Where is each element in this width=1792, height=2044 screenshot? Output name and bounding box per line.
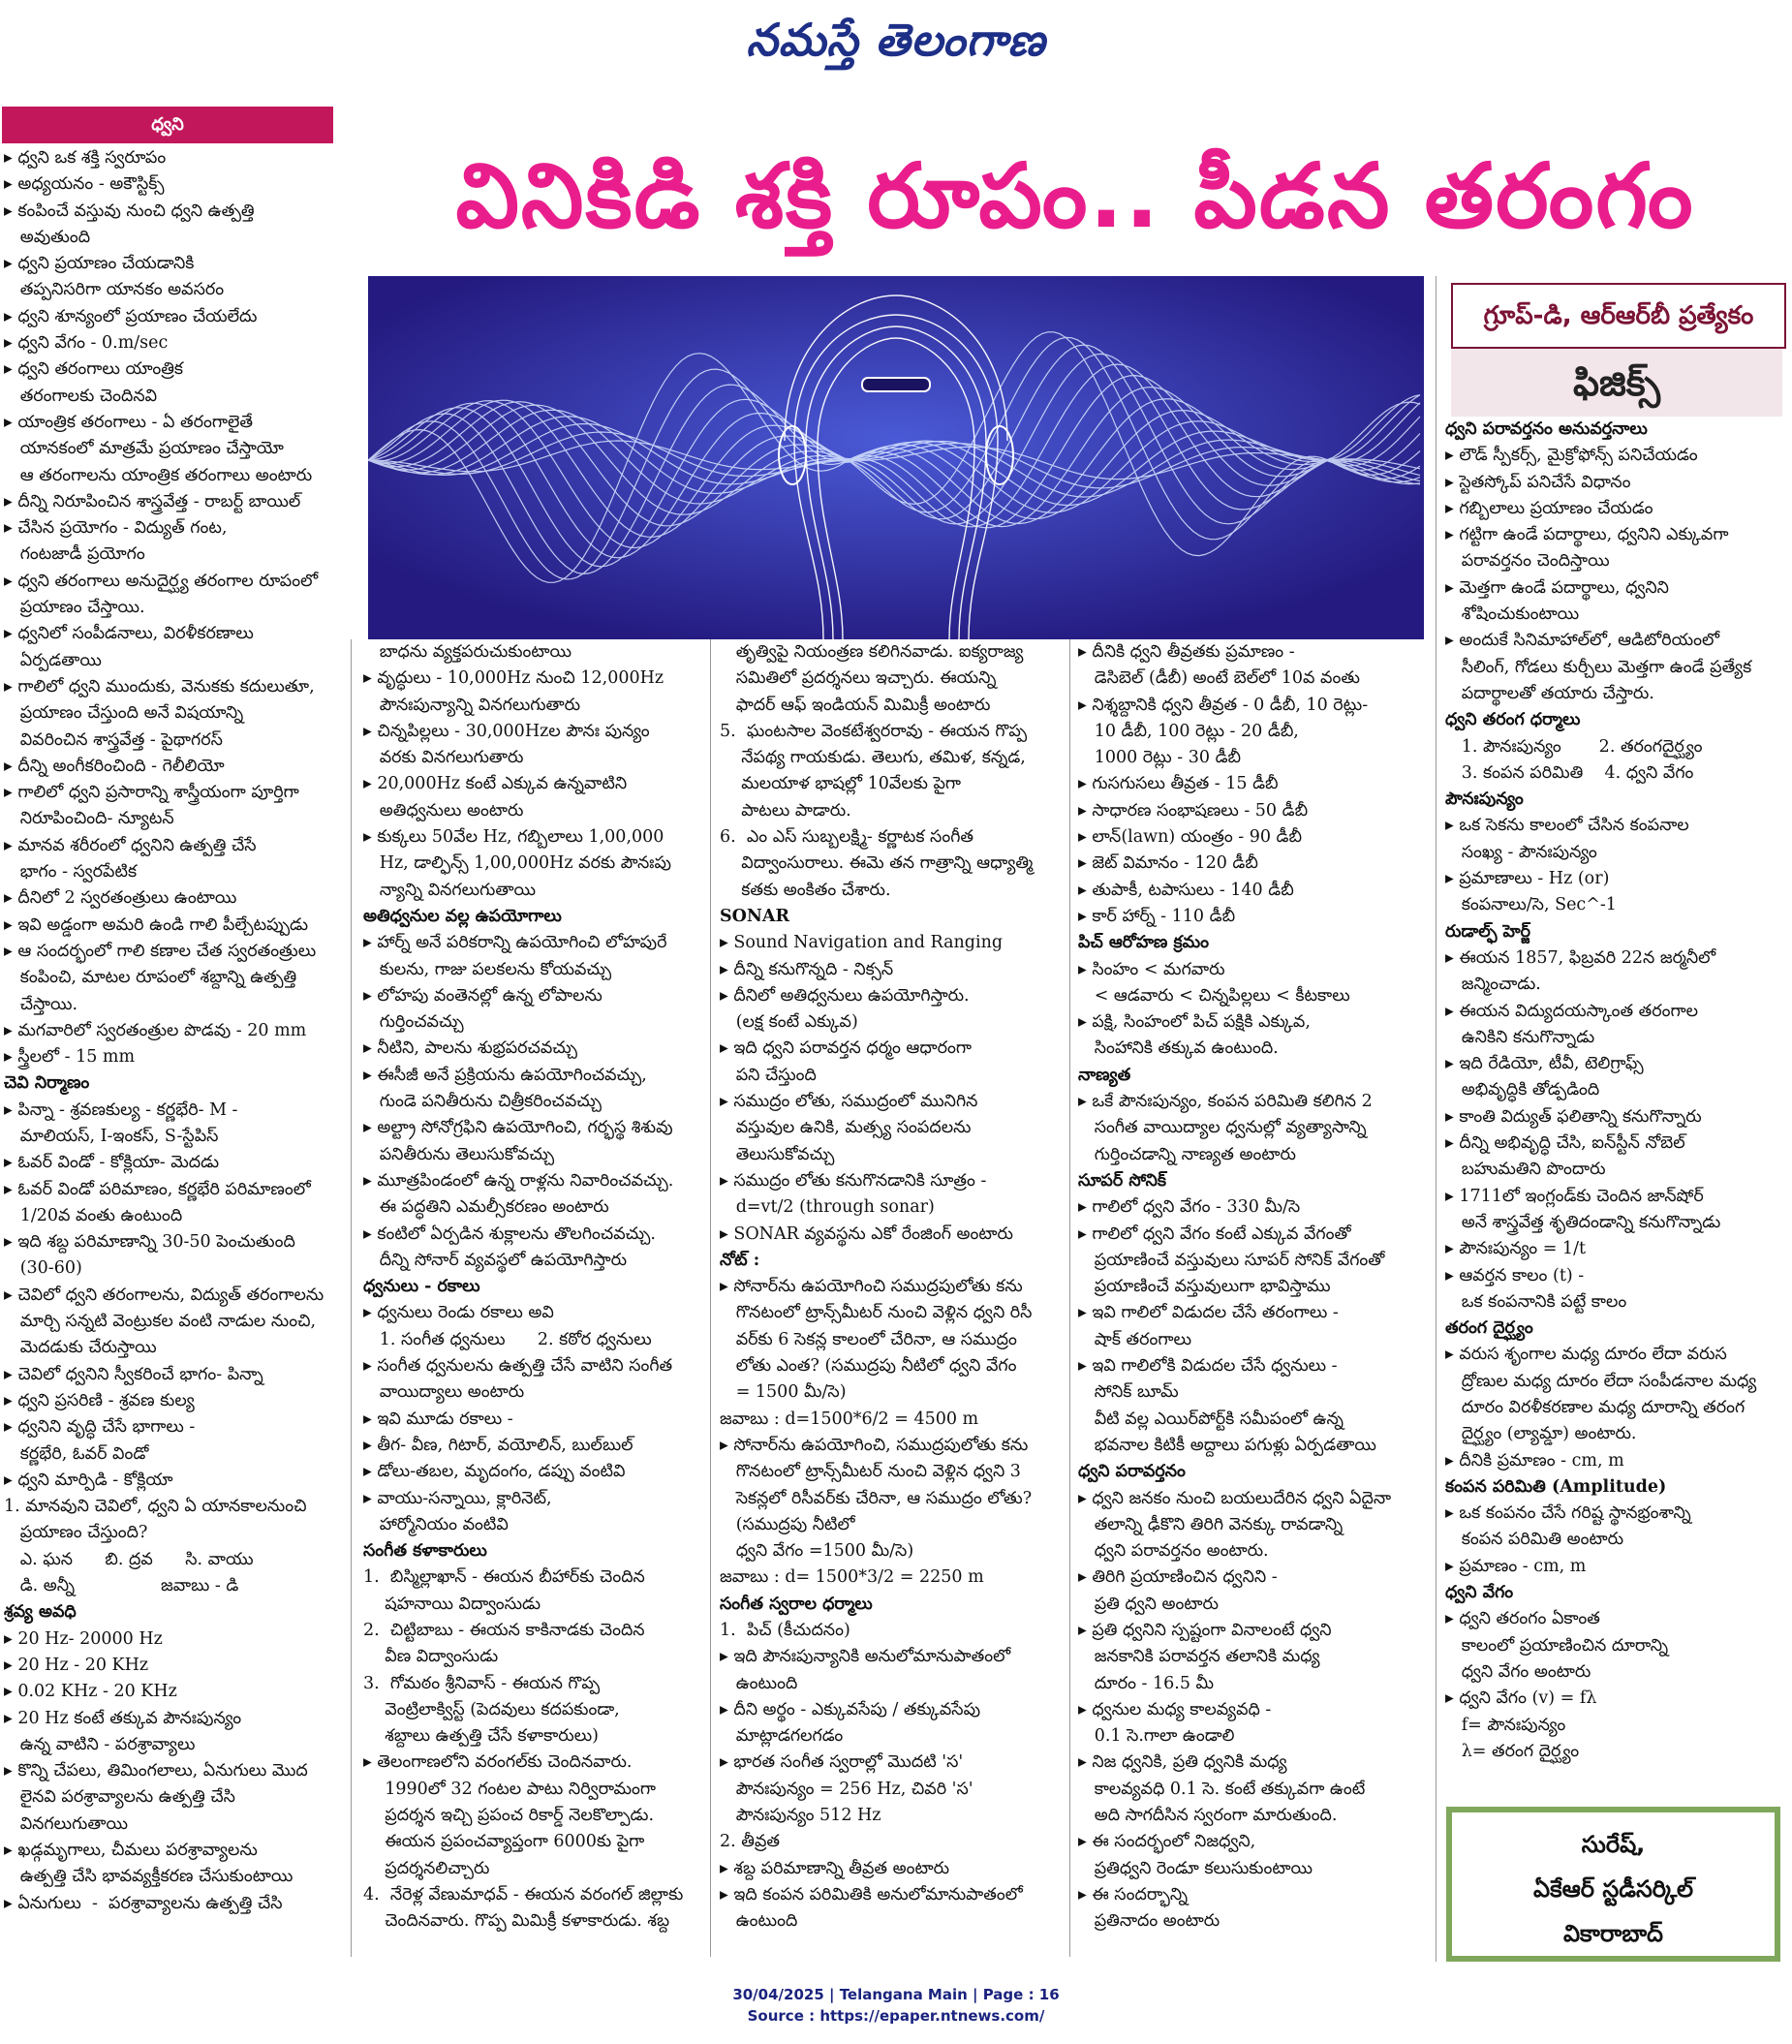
article-line: ▸ ఈయన 1857, ఫిబ్రవరి 22న జర్మనీలో (1445, 947, 1716, 968)
article-line: ఎ. ఘన బి. ద్రవ సి. వాయు (4, 1549, 254, 1569)
article-line: ▸ ఇది రేడియో, టీవీ, టెలిగ్రాఫ్స్ (1445, 1054, 1644, 1074)
section-subheading: ధ్వనులు - రకాలు (363, 1277, 480, 1297)
section-subheading: కంపన పరిమితి (Amplitude) (1445, 1476, 1667, 1497)
article-line: ▸ ఇది పౌనఃపున్యానికి అనులోమానుపాతంలో (720, 1647, 1011, 1667)
article-line: ▸ 20 Hz కంటే తక్కువ పౌనఃపున్యం (4, 1708, 242, 1728)
article-line: మాట్లాడగలగడం (720, 1726, 844, 1747)
article-line: జన్మించాడు. (1445, 975, 1541, 995)
article-line: ▸ దీన్ని కనుగొన్నది - నిక్సన్ (720, 959, 894, 979)
sound-wave-art (368, 276, 1424, 639)
article-line: మాలియస్, I-ఇంకస్, S-స్టేపిస్ (4, 1126, 219, 1146)
article-line: ▸ సముద్రం లోతు, సముద్రంలో మునిగిన (720, 1092, 978, 1112)
article-line: 3. గోమఠం శ్రీనివాస్ - ఈయన గొప్ప (363, 1673, 601, 1693)
article-line: డెసిబెల్ (డీబీ) అంటే బెల్‌లో 10వ వంతు (1078, 668, 1360, 689)
article-line: అభివృద్ధికి తోడ్పడింది (1445, 1080, 1600, 1100)
article-line: ▸ డోలు-తబల, మృదంగం, డప్పు వంటివి (363, 1462, 626, 1482)
article-line: ▸ కుక్కలు 50వేల Hz, గబ్బిలాలు 1,00,000 (363, 827, 664, 848)
article-line: అవుతుంది (4, 227, 91, 247)
article-line: తెలుసుకోవచ్చు (720, 1144, 835, 1164)
article-line: ఉన్న వాటిని - పరశ్రావ్యాలు (4, 1734, 196, 1754)
article-line: ▸ ధ్వనిని వృద్ధి చేసే భాగాలు - (4, 1417, 196, 1438)
article-line: కులను, గాజు పలకలను కోయవచ్చు (363, 959, 612, 979)
article-line: ▸ ఒక సెకను కాలంలో చేసిన కంపనాల (1445, 816, 1689, 836)
article-line: ▸ చేసిన ప్రయోగం - విద్యుత్ గంట, (4, 518, 228, 539)
article-line: ▸ ఈయన విద్యుదయస్కాంత తరంగాల (1445, 1001, 1699, 1021)
article-line: ▸ సోనార్‌ను ఉపయోగించి సముద్రపులోతు కను (720, 1277, 1023, 1297)
article-line: ▸ ధ్వనుల మధ్య కాలవ్యవధి - (1078, 1699, 1272, 1719)
article-line: ▸ సాధారణ సంభాషణలు - 50 డీబీ (1078, 800, 1309, 821)
article-line: ▸ స్టెతస్కోప్ పనిచేసే విధానం (1445, 472, 1631, 492)
article-line: ▸ గబ్బిలాలు ప్రయాణం చేయడం (1445, 498, 1653, 518)
column-divider (710, 639, 711, 1957)
article-line: బహుమతిని పొందారు (1445, 1160, 1606, 1180)
article-line: 0.1 సె.గాలా ఉండాలి (1078, 1726, 1235, 1747)
article-line: ▸ ధ్వని వేగం (v) = fλ (1445, 1688, 1597, 1709)
article-line: ధ్వని వేగం =1500 మీ/సె) (720, 1541, 914, 1562)
article-line: ▸ దీనిలో 2 స్వరతంత్రులు ఉంటాయి (4, 888, 237, 909)
article-line: మెదడుకు చేరుస్తాయి (4, 1338, 157, 1358)
article-line: ప్రయాణించే వస్తువులుగా భావిస్తాము (1078, 1277, 1331, 1297)
article-line: ఒక కంపనానికి పట్టే కాలం (1445, 1291, 1627, 1312)
article-line: ▸ ఈసీజీ అనే ప్రక్రియను ఉపయోగించవచ్చు, (363, 1065, 647, 1085)
article-line: ▸ ధ్వని శూన్యంలో ప్రయాణం చేయలేదు (4, 306, 258, 326)
column-divider (1069, 639, 1070, 1957)
article-line: ▸ ధ్వని తరంగం ఏకాంత (1445, 1609, 1600, 1629)
section-subheading: చెవి నిర్మాణం (4, 1073, 90, 1094)
article-line: సంఖ్య - పౌనఃపున్యం (1445, 842, 1597, 862)
article-line: ▸ దీనిలో అతిధ్వనులు ఉపయోగిస్తారు. (720, 985, 970, 1006)
article-line: జవాబు : d= 1500*3/2 = 2250 m (720, 1567, 984, 1588)
article-line: 2. తీవ్రత (720, 1832, 781, 1852)
article-line: 5. ఘంటసాల వెంకటేశ్వరరావు - ఈయన గొప్ప (720, 721, 1028, 741)
article-line: ▸ మెత్తగా ఉండే పదార్థాలు, ధ్వనిని (1445, 577, 1669, 598)
article-line: దూరం విరళీకరణాల మధ్య దూరాన్ని తరంగ (1445, 1397, 1746, 1417)
article-line: ▸ ఏనుగులు - పరశ్రావ్యాలను ఉత్పత్తి చేసి (4, 1893, 283, 1913)
article-line: λ= తరంగ దైర్ఘ్యం (1445, 1741, 1580, 1761)
article-line: జవాబు : d=1500*6/2 = 4500 m (720, 1409, 979, 1429)
section-subheading: నాణ్యత (1078, 1065, 1131, 1085)
author-name: సురేష్, (1581, 1831, 1646, 1858)
article-line: వస్తువుల ఉనికి, మత్స్య సంపదలను (720, 1118, 972, 1138)
article-line: ▸ ధ్వనిలో సంపీడనాలు, విరళీకరణాలు (4, 624, 254, 644)
article-line: ▸ ఇవి గాలిలోకి విడుదల చేసే ధ్వనులు - (1078, 1356, 1338, 1377)
article-line: సమితిలో ప్రదర్శనలు ఇచ్చారు. ఈయన్ని (720, 668, 997, 689)
article-line: సోనిక్ బూమ్ (1078, 1382, 1179, 1403)
column-divider (351, 639, 352, 1957)
article-line: ▸ ధ్వని ఒక శక్తి స్వరూపం (4, 148, 167, 168)
article-line: పాటలు పాడారు. (720, 800, 851, 821)
article-line: ▸ ఒక కంపనం చేసే గరిష్ట స్థానభ్రంశాన్ని (1445, 1503, 1691, 1524)
article-line: ▸ తీగ- వీణ, గిటార్, వయోలిన్, బుల్‌బుల్ (363, 1435, 633, 1455)
article-line: శోషించుకుంటాయి (1445, 604, 1580, 625)
section-subheading: సంగీత కళాకారులు (363, 1541, 487, 1562)
article-line: గుర్తించవచ్చు (363, 1012, 464, 1033)
article-line: చేస్తాయి. (4, 994, 78, 1014)
article-line: ▸ ధ్వని తరంగాలు యాంత్రిక (4, 359, 184, 380)
article-line: ▸ ఓవర్ విండో - కోక్లియా- మెదడు (4, 1153, 220, 1173)
masthead (0, 0, 1792, 87)
page-footer (0, 1984, 1792, 2027)
article-line: 1/20వ వంతు ఉంటుంది (4, 1205, 183, 1225)
article-line: ▸ గాలిలో ధ్వని వేగం కంటే ఎక్కువ వేగంతో (1078, 1223, 1351, 1244)
article-line: ▸ కాంతి విద్యుత్ ఫలితాన్ని కనుగొన్నారు (1445, 1106, 1702, 1127)
article-line: లైనవి పరశ్రావ్యాలను ఉత్పత్తి చేసి (4, 1787, 235, 1808)
article-line: < ఆడవారు < చిన్నపిల్లలు < కీటకాలు (1078, 985, 1350, 1006)
article-line: కాలంలో ప్రయాణించిన దూరాన్ని (1445, 1635, 1669, 1656)
article-line: కంపన పరిమితి అంటారు (1445, 1530, 1624, 1550)
section-subheading: నోట్ : (720, 1250, 760, 1270)
article-line: ▸ సింహం < మగవారు (1078, 959, 1225, 979)
article-line: ▸ దీన్ని అంగీకరించింది - గెలీలియో (4, 756, 225, 776)
article-line: (30-60) (4, 1258, 82, 1279)
article-line: న్యాన్ని వినగలుగుతాయి (363, 880, 536, 900)
article-line: ▸ దీన్ని అభివృద్ధి చేసి, ఐన్‌స్టీన్ నోబెల్ (1445, 1133, 1685, 1154)
article-line: ▸ తెలంగాణలోని వరంగల్‌కు చెందినవారు. (363, 1752, 633, 1773)
article-line: 2. చిట్టిబాబు - ఈయన కాకినాడకు చెందిన (363, 1620, 645, 1640)
article-line: ఉత్పత్తి చేసి భావవ్యక్తీకరణ చేసుకుంటాయి (4, 1867, 294, 1887)
section-subheading: ధ్వని పరావర్తనం (1078, 1462, 1186, 1482)
article-line: ▸ చెవిలో ధ్వని తరంగాలను, విద్యుత్ తరంగాలను (4, 1285, 324, 1305)
article-line: Hz, డాల్ఫిన్స్ 1,00,000Hz వరకు పౌనఃపు (363, 853, 671, 874)
article-line: ఉనికిని కనుగొన్నాడు (1445, 1027, 1595, 1047)
author-byline (1446, 1807, 1780, 1962)
article-line: తరంగాలకు చెందినవి (4, 386, 158, 406)
article-line: 1. పౌనఃపున్యం 2. తరంగదైర్ఘ్యం (1445, 736, 1703, 757)
article-line: ▸ సంగీత ధ్వనులను ఉత్పత్తి చేసే వాటిని సంగీత (363, 1356, 673, 1377)
article-column-4 (1078, 639, 1424, 1957)
article-line: ఏర్పడతాయి (4, 650, 102, 670)
article-line: ▸ మానవ శరీరంలో ధ్వనిని ఉత్పత్తి చేసే (4, 835, 257, 855)
article-line: అది సాగదీసిన స్వరంగా మారుతుంది. (1078, 1806, 1338, 1826)
article-line: ▸ ధ్వని ప్రయాణం చేయడానికి (4, 254, 195, 274)
article-line: f= పౌనఃపున్యం (1445, 1715, 1566, 1735)
article-line: గంటజాడీ ప్రయోగం (4, 544, 145, 565)
article-line: ▸ 1711లో ఇంగ్లండ్‌కు చెందిన జాన్‌షోర్ (1445, 1186, 1704, 1206)
article-line: ▸ లోహపు వంతెనల్లో ఉన్న లోపాలను (363, 985, 602, 1006)
article-line: వాయిద్యాలు అంటారు (363, 1382, 525, 1403)
article-line: భాగం - స్వరపేటిక (4, 862, 138, 883)
article-column-5 (1445, 417, 1782, 1782)
article-line: కాలవ్యవధి 0.1 సె. కంటే తక్కువగా ఉంటే (1078, 1779, 1366, 1799)
article-line: (లక్ష కంటే ఎక్కువ) (720, 1012, 858, 1033)
section-subheading: శ్రవ్య అవధి (4, 1602, 77, 1623)
article-line: ▸ అధ్యయనం - అకౌస్టిక్స్ (4, 174, 165, 195)
headline: వినికిడి శక్తి రూపం.. పీడన తరంగం (455, 144, 1695, 248)
article-line: ▸ గట్టిగా ఉండే పదార్థాలు, ధ్వనిని ఎక్కువగా (1445, 525, 1729, 545)
article-line: ధ్వని వేగం అంటారు (1445, 1661, 1591, 1682)
article-line: అనే శాస్త్రవేత్త శృతిదండాన్ని కనుగొన్నాడు (1445, 1212, 1721, 1232)
article-line: 1. పిచ్ (కీచుదనం) (720, 1620, 850, 1640)
article-line: ▸ ఒకే పౌనఃపున్యం, కంపన పరిమితి కలిగిన 2 (1078, 1092, 1373, 1112)
section-subheading: సూపర్ సోనిక్ (1078, 1170, 1167, 1191)
article-line: ఈయన ప్రపంచవ్యాప్తంగా 6000కు పైగా (363, 1832, 645, 1852)
article-line: షాక్ తరంగాలు (1078, 1329, 1191, 1349)
masthead-logo-text: నమస్తే తెలంగాణ (746, 14, 1046, 66)
article-line: వీణ విద్వాంసుడు (363, 1647, 499, 1667)
article-line: 1. సంగీత ధ్వనులు 2. కఠోర ధ్వనులు (363, 1329, 652, 1349)
exam-tag: గ్రూప్-డి, ఆర్ఆర్‌బీ ప్రత్యేకం (1451, 283, 1786, 349)
article-line: ▸ ప్రమాణం - cm, m (1445, 1556, 1587, 1576)
article-line: వెంట్రిలాక్విస్ట్ (పెదవులు కదపకుండా, (363, 1699, 620, 1719)
article-line: ▸ తుపాకీ, టపాసులు - 140 డీబీ (1078, 880, 1294, 900)
article-line: ఫాదర్ ఆఫ్ ఇండియన్ మిమిక్రీ అంటారు (720, 695, 991, 715)
article-line: గొనటంలో ట్రాన్స్‌మీటర్ నుంచి వెళ్లిన ధ్వని 3 (720, 1462, 1021, 1482)
article-line: ▸ అందుకే సినిమాహాల్‌లో, ఆడిటోరియంలో (1445, 631, 1719, 651)
article-line: తలాన్ని ఢీకొని తిరిగి వెనక్కు రావడాన్ని (1078, 1514, 1344, 1534)
article-line: యానకంలో మాత్రమే ప్రయాణం చేస్తాయో (4, 439, 284, 459)
article-line: లోతు ఎంత? (సముద్రపు నీటిలో ధ్వని వేగం (720, 1356, 1017, 1377)
article-line: ▸ పిన్నా - శ్రవణకుల్య - కర్ణభేరి- M - (4, 1099, 238, 1120)
article-line: ప్రతినాదం అంటారు (1078, 1911, 1220, 1932)
article-line: ఈ పద్ధతిని ఎమల్సీకరణం అంటారు (363, 1197, 609, 1218)
article-line: ప్రయాణం చేస్తుంది? (4, 1523, 148, 1543)
article-line: ▸ అల్ట్రా సోనోగ్రఫిని ఉపయోగించి, గర్భస్థ శిశువు (363, 1118, 673, 1138)
section-subheading: రుడాల్ఫ్ హెర్జ్ (1445, 921, 1530, 942)
article-line: ▸ లౌడ్ స్పీకర్స్, మైక్రోఫోన్స్ పనిచేయడం (1445, 446, 1698, 466)
article-line: 1000 రెట్లు - 30 డీబీ (1078, 748, 1242, 768)
article-line: మలయాళ భాషల్లో 10వేలకు పైగా (720, 774, 962, 794)
section-subheading: SONAR (720, 906, 789, 926)
article-line: ▸ పక్షి, సింహంలో పిచ్ పక్షికి ఎక్కువ, (1078, 1012, 1311, 1033)
article-line: ▸ దీనికి ప్రమాణం - cm, m (1445, 1450, 1624, 1471)
section-label: ధ్వని (2, 107, 333, 143)
article-line: ▸ ఇది ధ్వని పరావర్తన ధర్మం ఆధారంగా (720, 1038, 972, 1059)
article-line: తప్పనిసరిగా యానకం అవసరం (4, 280, 225, 300)
article-line: ఉంటుంది (720, 1673, 798, 1693)
article-line: పౌనఃపున్యాన్ని వినగలుగుతారు (363, 695, 581, 715)
article-line: ▸ ధ్వని తరంగాలు అనుదైర్ఘ్య తరంగాల రూపంలో (4, 571, 319, 591)
article-line: ▸ ఇది కంపన పరిమితికి అనులోమానుపాతంలో (720, 1884, 1023, 1905)
article-line: ▸ ఈ సందర్భంలో నిజధ్వని, (1078, 1832, 1256, 1852)
article-line: 1990లో 32 గంటల పాటు నిర్విరామంగా (363, 1779, 656, 1799)
article-line: నిరూపించింది- న్యూటన్ (4, 809, 174, 829)
article-line: చెందినవారు. గొప్ప మిమిక్రీ కళాకారుడు. శబ్ద (363, 1911, 670, 1932)
article-line: ▸ ఇవి గాలిలో విడుదల చేసే తరంగాలు - (1078, 1303, 1339, 1323)
section-subheading: ధ్వని పరావర్తనం అనువర్తనాలు (1445, 419, 1648, 439)
section-subheading: అతిధ్వనుల వల్ల ఉపయోగాలు (363, 906, 562, 926)
section-subheading: పిచ్ ఆరోహణ క్రమం (1078, 933, 1209, 953)
article-line: హార్మోనియం వంటివి (363, 1514, 509, 1534)
section-subheading: సంగీత స్వరాల ధర్మాలు (720, 1594, 873, 1614)
article-line: ▸ నిశ్శబ్దానికి ధ్వని తీవ్రత - 0 డీబీ, 10 రెట్లు- (1078, 695, 1369, 715)
article-line: తృత్విపై నియంత్రణ కలిగినవాడు. ఐక్యరాజ్య (720, 642, 1024, 662)
article-line: పదార్థాలతో తయారు చేస్తారు. (1445, 683, 1654, 703)
article-line: ▸ పౌనఃపున్యం = 1/t (1445, 1239, 1586, 1259)
article-line: (సముద్రపు నీటిలో (720, 1514, 855, 1534)
article-line: ▸ ధ్వనులు రెండు రకాలు అవి (363, 1303, 554, 1323)
article-column-1 (4, 145, 337, 1957)
article-line: d=vt/2 (through sonar) (720, 1197, 935, 1218)
article-line: ▸ తిరిగి ప్రయాణించిన ధ్వనిని - (1078, 1567, 1278, 1588)
article-line: విద్వాంసురాలు. ఈమె తన గాత్రాన్ని ఆధ్యాత్మి (720, 853, 1034, 874)
article-line: వర్‌కు 6 సెకన్ల కాలంలో చేరినా, ఆ సముద్రం (720, 1329, 1017, 1349)
article-line: మార్చి సన్నటి వెంట్రుకల వంటి నాడుల నుంచి, (4, 1312, 317, 1332)
article-line: ▸ కంపించే వస్తువు నుంచి ధ్వని ఉత్పత్తి (4, 201, 255, 221)
article-line: ▸ ధ్వని ప్రసరిణి - శ్రవణ కుల్య (4, 1390, 195, 1410)
article-line: కర్ణభేరి, ఓవర్ విండో (4, 1443, 149, 1464)
article-line: ▸ ప్రతి ధ్వనిని స్పష్టంగా వినాలంటే ధ్వని (1078, 1620, 1332, 1640)
article-line: ▸ ఆ సందర్భంలో గాలి కణాల చేత స్వరతంత్రులు (4, 941, 317, 961)
article-line: ▸ దీనికి ధ్వని తీవ్రతకు ప్రమాణం - (1078, 642, 1295, 662)
article-line: ▸ Sound Navigation and Ranging (720, 933, 1004, 953)
article-column-2 (363, 639, 700, 1957)
section-subheading: పౌనఃపున్యం (1445, 790, 1524, 810)
article-line: ▸ జెట్ విమానం - 120 డీబీ (1078, 853, 1258, 874)
article-column-3 (720, 639, 1061, 1957)
article-line: ఉంటుంది (720, 1911, 798, 1932)
article-line: భవనాల కిటికీ అద్దాలు పగుళ్లు ఏర్పడతాయి (1078, 1435, 1376, 1455)
article-line: దైర్ఘ్యం (ల్యామ్డా) అంటారు. (1445, 1424, 1637, 1444)
article-line: ▸ మూత్రపిండంలో ఉన్న రాళ్లను నివారించవచ్చు. (363, 1170, 674, 1191)
article-line: ▸ నీటిని, పాలను శుభ్రపరచవచ్చు (363, 1038, 577, 1059)
article-line: దీన్ని సోనార్ వ్యవస్థలో ఉపయోగిస్తారు (363, 1250, 628, 1270)
column-divider (1436, 276, 1437, 1962)
article-line: 1. మానవుని చెవిలో, ధ్వని ఏ యానకాలనుంచి (4, 1497, 307, 1517)
article-line: 1. బిస్మిల్లాఖాన్ - ఈయన బీహార్‌కు చెందిన (363, 1567, 645, 1588)
article-line: ▸ వాయు-సన్నాయి, క్లారినెట్, (363, 1488, 552, 1508)
article-line: ▸ చెవిలో ధ్వనిని స్వీకరించే భాగం- పిన్నా (4, 1364, 263, 1384)
article-line: 10 డీబీ, 100 రెట్లు - 20 డీబీ, (1078, 721, 1299, 741)
article-line: కంపించి, మాటల రూపంలో శబ్దాన్ని ఉత్పత్తి (4, 968, 297, 988)
article-line: సంగీత వాయిద్యాల ధ్వనుల్లో వ్యత్యాసాన్ని (1078, 1118, 1367, 1138)
article-line: ▸ గుసగుసలు తీవ్రత - 15 డీబీ (1078, 774, 1279, 794)
article-line: ▸ సోనార్‌ను ఉపయోగించి, సముద్రపులోతు కను (720, 1435, 1029, 1455)
article-line: ▸ కొన్ని చేపలు, తిమింగలాలు, ఏనుగులు మొద (4, 1761, 308, 1781)
section-subheading: ధ్వని తరంగ ధర్మాలు (1445, 710, 1581, 730)
section-subheading: ధ్వని వేగం (1445, 1583, 1514, 1603)
article-line: ▸ ప్రమాణాలు - Hz (or) (1445, 869, 1610, 889)
article-line: ▸ ఖడ్గమృగాలు, చీమలు పరశ్రావ్యాలను (4, 1841, 258, 1860)
article-line: ▸ దీన్ని నిరూపించిన శాస్త్రవేత్త - రాబర్ట్ బాయిల్ (4, 491, 301, 511)
article-line: ▸ 20 Hz - 20 KHz (4, 1655, 149, 1675)
article-line: వరకు వినగలుగుతారు (363, 748, 524, 768)
article-line: ▸ 20 Hz- 20000 Hz (4, 1628, 163, 1649)
article-line: బాధను వ్యక్తపరుచుకుంటాయి (363, 642, 572, 662)
article-line: పౌనఃపున్యం = 256 Hz, చివరి 'స' (720, 1779, 973, 1799)
author-institute: ఏకేఆర్ స్టడీసర్కిల్ (1533, 1875, 1693, 1903)
article-line: ▸ కంటిలో ఏర్పడిన శుక్లాలను తొలగించవచ్చు. (363, 1223, 656, 1244)
article-line: నేపథ్య గాయకుడు. తెలుగు, తమిళ, కన్నడ, (720, 748, 1026, 768)
article-line: డి. అన్నీ జవాబు - డి (4, 1576, 239, 1596)
headphones-sound-wave-illustration (368, 276, 1424, 639)
article-line: ప్రతి ధ్వని అంటారు (1078, 1594, 1219, 1614)
article-line: పరావర్తనం చెందిస్తాయి (1445, 551, 1610, 572)
article-line: ▸ గాలిలో ధ్వని ప్రసారాన్ని శాస్త్రీయంగా పూర్తిగా (4, 783, 299, 803)
article-line: గుర్తించడాన్ని నాణ్యత అంటారు (1078, 1144, 1296, 1164)
article-line: గొనటంలో ట్రాన్స్‌మీటర్ నుంచి వెళ్లిన ధ్వని రిసీ (720, 1303, 1033, 1323)
article-line: ▸ హార్న్ అనే పరికరాన్ని ఉపయోగించి లోహపురే (363, 933, 667, 953)
article-line: వీటి వల్ల ఎయిర్‌పోర్ట్‌కి సమీపంలో ఉన్న (1078, 1409, 1344, 1429)
subject-title: ఫిజిక్స్ (1451, 349, 1782, 417)
article-line: ఆ తరంగాలను యాంత్రిక తరంగాలు అంటారు (4, 465, 313, 485)
article-line: ▸ ఓవర్ విండో పరిమాణం, కర్ణభేరి పరిమాణంలో (4, 1179, 311, 1199)
article-line: ▸ SONAR వ్యవస్థను ఎకో రేంజింగ్ అంటారు (720, 1223, 1013, 1244)
article-line: ▸ యాంత్రిక తరంగాలు - ఏ తరంగాలైతే (4, 412, 254, 432)
article-line: వినగలుగుతాయి (4, 1813, 128, 1834)
article-line: 4. నేరెళ్ల వేణుమాధవ్ - ఈయన వరంగల్ జిల్లాకు (363, 1884, 684, 1905)
article-line: దూరం - 16.5 మీ (1078, 1673, 1215, 1693)
article-line: ▸ వరుస శృంగాల మధ్య దూరం లేదా వరుస (1445, 1345, 1727, 1365)
article-line: ▸ ధ్వని మార్పిడి - కోక్లియా (4, 1470, 173, 1490)
footer-source-link[interactable]: Source : https://epaper.ntnews.com/ (747, 2007, 1045, 2025)
article-line: ▸ మగవారిలో స్వరతంత్రుల పొడవు - 20 mm (4, 1020, 307, 1040)
article-line: 6. ఎం ఎస్ సుబ్బలక్ష్మి- కర్ణాటక సంగీత (720, 827, 974, 848)
article-line: పౌనఃపున్యం 512 Hz (720, 1806, 881, 1826)
article-line: షహనాయి విద్వాంసుడు (363, 1594, 541, 1614)
article-line: ▸ చిన్నపిల్లలు - 30,000Hzల పౌనః పున్యం (363, 721, 650, 741)
article-line: ▸ గాలిలో ధ్వని ముందుకు, వెనుకకు కదులుతూ, (4, 676, 315, 697)
article-line: కతకు అంకితం చేశారు. (720, 880, 891, 900)
article-line: ప్రయాణం చేస్తుంది అనే విషయాన్ని (4, 703, 244, 724)
article-line: ▸ ధ్వని వేగం - 0.m/sec (4, 333, 169, 354)
article-line: శబ్దాలు ఉత్పత్తి చేసే కళాకారులు) (363, 1726, 599, 1747)
article-line: వివరించిన శాస్త్రవేత్త - పైథాగరస్ (4, 729, 223, 750)
article-line: ▸ భారత సంగీత స్వరాల్లో మొదటి 'స' (720, 1752, 964, 1773)
article-line: పనితీరును తెలుసుకోవచ్చు (363, 1144, 555, 1164)
article-line: ద్రోణుల మధ్య దూరం లేదా సంపీడనాల మధ్య (1445, 1371, 1757, 1391)
article-line: ప్రయాణం చేస్తాయి. (4, 598, 145, 618)
article-line: ▸ నిజ ధ్వనికి, ప్రతి ధ్వనికి మధ్య (1078, 1752, 1287, 1773)
article-line: ▸ ఈ సందర్భాన్ని (1078, 1884, 1189, 1905)
article-line: ▸ వృద్ధులు - 10,000Hz నుంచి 12,000Hz (363, 668, 664, 689)
article-line: ▸ సముద్రం లోతు కనుగొనడానికి సూత్రం - (720, 1170, 987, 1191)
section-subheading: తరంగ దైర్ఘ్యం (1445, 1318, 1533, 1339)
article-line: ధ్వని పరావర్తనం అంటారు. (1078, 1541, 1269, 1562)
article-line: గుండె పనితీరును చిత్రీకరించవచ్చు (363, 1092, 602, 1112)
article-line: 3. కంపన పరిమితి 4. ధ్వని వేగం (1445, 762, 1694, 783)
article-line: ▸ దీని అర్థం - ఎక్కువసేపు / తక్కువసేపు (720, 1699, 981, 1719)
article-line: = 1500 మీ/సె) (720, 1382, 847, 1403)
article-line: ▸ ఇవి అడ్డంగా అమరి ఉండి గాలి పీల్చేటప్పుడు (4, 914, 309, 935)
article-line: ▸ 0.02 KHz - 20 KHz (4, 1682, 177, 1702)
footer-edition-info: 30/04/2025 | Telangana Main | Page : 16 (732, 1986, 1060, 2003)
article-line: అతిధ్వనులు అంటారు (363, 800, 524, 821)
article-line: కంపనాలు/సె, Sec^-1 (1445, 895, 1617, 915)
article-line: ▸ ఇవి మూడు రకాలు - (363, 1409, 513, 1429)
article-line: ▸ ధ్వని జనకం నుంచి బయలుదేరిన ధ్వని ఏదైనా (1078, 1488, 1392, 1508)
article-line: పని చేస్తుంది (720, 1065, 817, 1085)
article-line: ▸ ఆవర్తన కాలం (t) - (1445, 1265, 1585, 1285)
article-line: ప్రదర్శన ఇచ్చి ప్రపంచ రికార్డ్ నెలకొల్పాడు. (363, 1806, 655, 1826)
author-location: వికారాబాద్ (1562, 1920, 1664, 1947)
article-line: ▸ గాలిలో ధ్వని వేగం - 330 మీ/సె (1078, 1197, 1301, 1218)
article-line: ప్రదర్శనలిచ్చారు (363, 1858, 490, 1878)
article-line: ▸ కార్ హార్న్ - 110 డీబీ (1078, 906, 1236, 926)
article-line: సింహానికి తక్కువ ఉంటుంది. (1078, 1038, 1279, 1059)
article-line: ▸ 20,000Hz కంటే ఎక్కువ ఉన్నవాటిని (363, 774, 628, 794)
article-line: జనకానికి పరావర్తన తలానికి మధ్య (1078, 1647, 1320, 1667)
article-line: ▸ స్త్రీలలో - 15 mm (4, 1047, 136, 1068)
article-line: ▸ లాన్(lawn) యంత్రం - 90 డీబీ (1078, 827, 1302, 848)
article-line: ▸ ఇది శబ్ద పరిమాణాన్ని 30-50 పెంచుతుంది (4, 1232, 295, 1253)
article-line: సెకన్లలో రిసీవర్‌కు చేరినా, ఆ సముద్రం లోతు? (720, 1488, 1033, 1508)
article-line: ▸ శబ్ద పరిమాణాన్ని తీవ్రత అంటారు (720, 1858, 950, 1878)
article-line: సీలింగ్, గోడలు కుర్చీలు మెత్తగా ఉండే ప్రత్యేక (1445, 657, 1752, 677)
article-line: ప్రయాణించే వస్తువులు సూపర్ సోనిక్ వేగంతో (1078, 1250, 1385, 1270)
article-line: ప్రతిధ్వని రెండూ కలుసుకుంటాయి (1078, 1858, 1313, 1878)
